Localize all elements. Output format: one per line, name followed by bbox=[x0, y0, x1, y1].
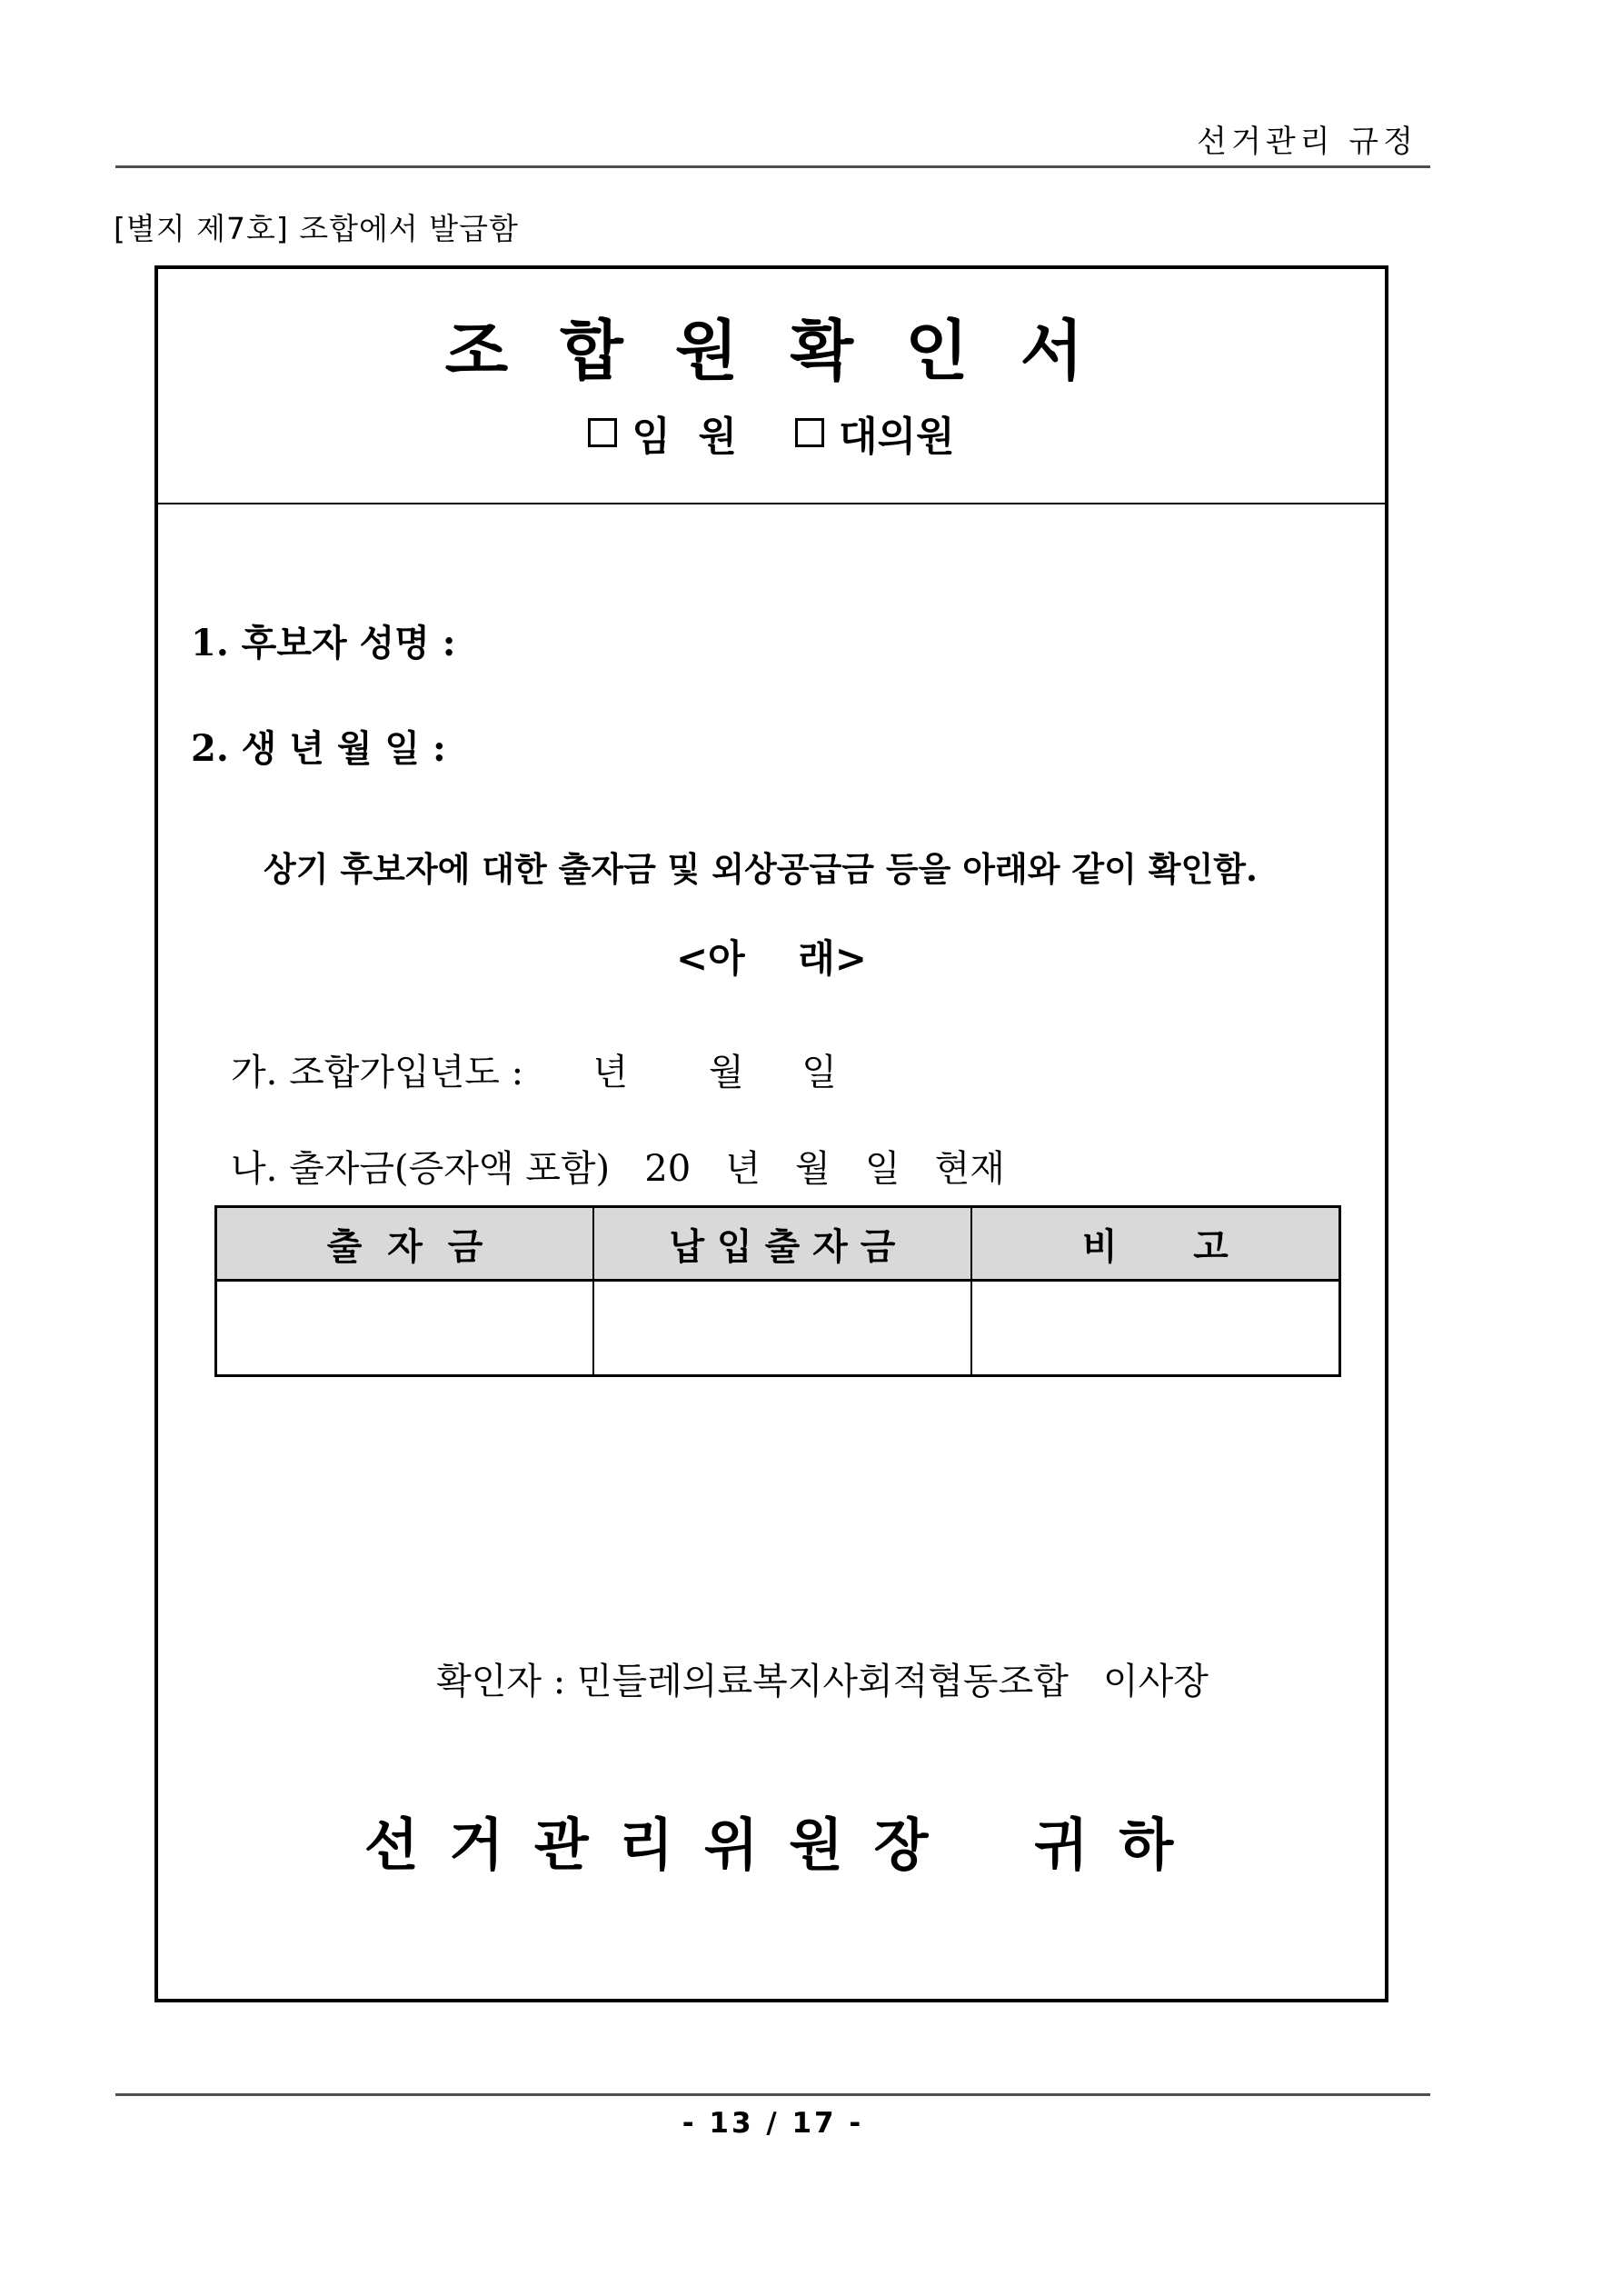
below-heading: <아 래> bbox=[675, 936, 867, 981]
table-header-row bbox=[216, 1207, 1340, 1281]
member-type-option-delegate bbox=[795, 404, 955, 462]
share-capital-line: 나. 출자금(증자액 포함) 20 년 월 일 현재 bbox=[231, 1148, 1005, 1190]
statement-text: 상기 후보자에 대한 출자금 및 외상공급금 등을 아래와 같이 확인함. bbox=[264, 849, 1258, 889]
form-title: 조 합 원 확 인 서 bbox=[444, 312, 1099, 389]
share-table bbox=[214, 1205, 1341, 1377]
doc-header-title: 선거관리 규정 bbox=[1197, 124, 1418, 160]
table-header-share-capital: 출 자 금 bbox=[216, 1207, 594, 1281]
member-type-label-delegate: 대의원 bbox=[839, 414, 955, 460]
addressee-line: 선 거 관 리 위 원 장 귀 하 bbox=[363, 1812, 1179, 1878]
page-number: - 13 / 17 - bbox=[682, 2107, 864, 2140]
table-cell-remarks bbox=[971, 1281, 1340, 1376]
birth-date-field-label: 2. 생 년 월 일 : bbox=[191, 727, 446, 770]
member-type-option-officer bbox=[588, 404, 737, 462]
header-rule bbox=[115, 165, 1430, 168]
footer-rule bbox=[115, 2093, 1430, 2096]
form-box bbox=[154, 265, 1388, 2002]
candidate-name-field-label: 1. 후보자 성명 : bbox=[191, 622, 456, 664]
checkbox-icon bbox=[588, 418, 617, 447]
membership-year-line: 가. 조합가입년도 : 년 월 일 bbox=[231, 1052, 837, 1093]
table-header-remarks: 비 고 bbox=[971, 1207, 1340, 1281]
checkbox-icon bbox=[795, 418, 824, 447]
table-row bbox=[216, 1281, 1340, 1376]
attachment-note: [별지 제7호] 조합에서 발급함 bbox=[114, 211, 519, 246]
title-divider bbox=[158, 503, 1385, 504]
table-cell-share-capital bbox=[216, 1281, 594, 1376]
member-type-label-officer: 임 원 bbox=[632, 414, 738, 460]
table-cell-paid-share-capital bbox=[593, 1281, 971, 1376]
member-type-row bbox=[158, 404, 1385, 462]
confirmer-line: 확인자 : 민들레의료복지사회적협동조합 이사장 bbox=[436, 1661, 1209, 1702]
table-header-paid-share-capital: 납 입 출 자 금 bbox=[593, 1207, 971, 1281]
